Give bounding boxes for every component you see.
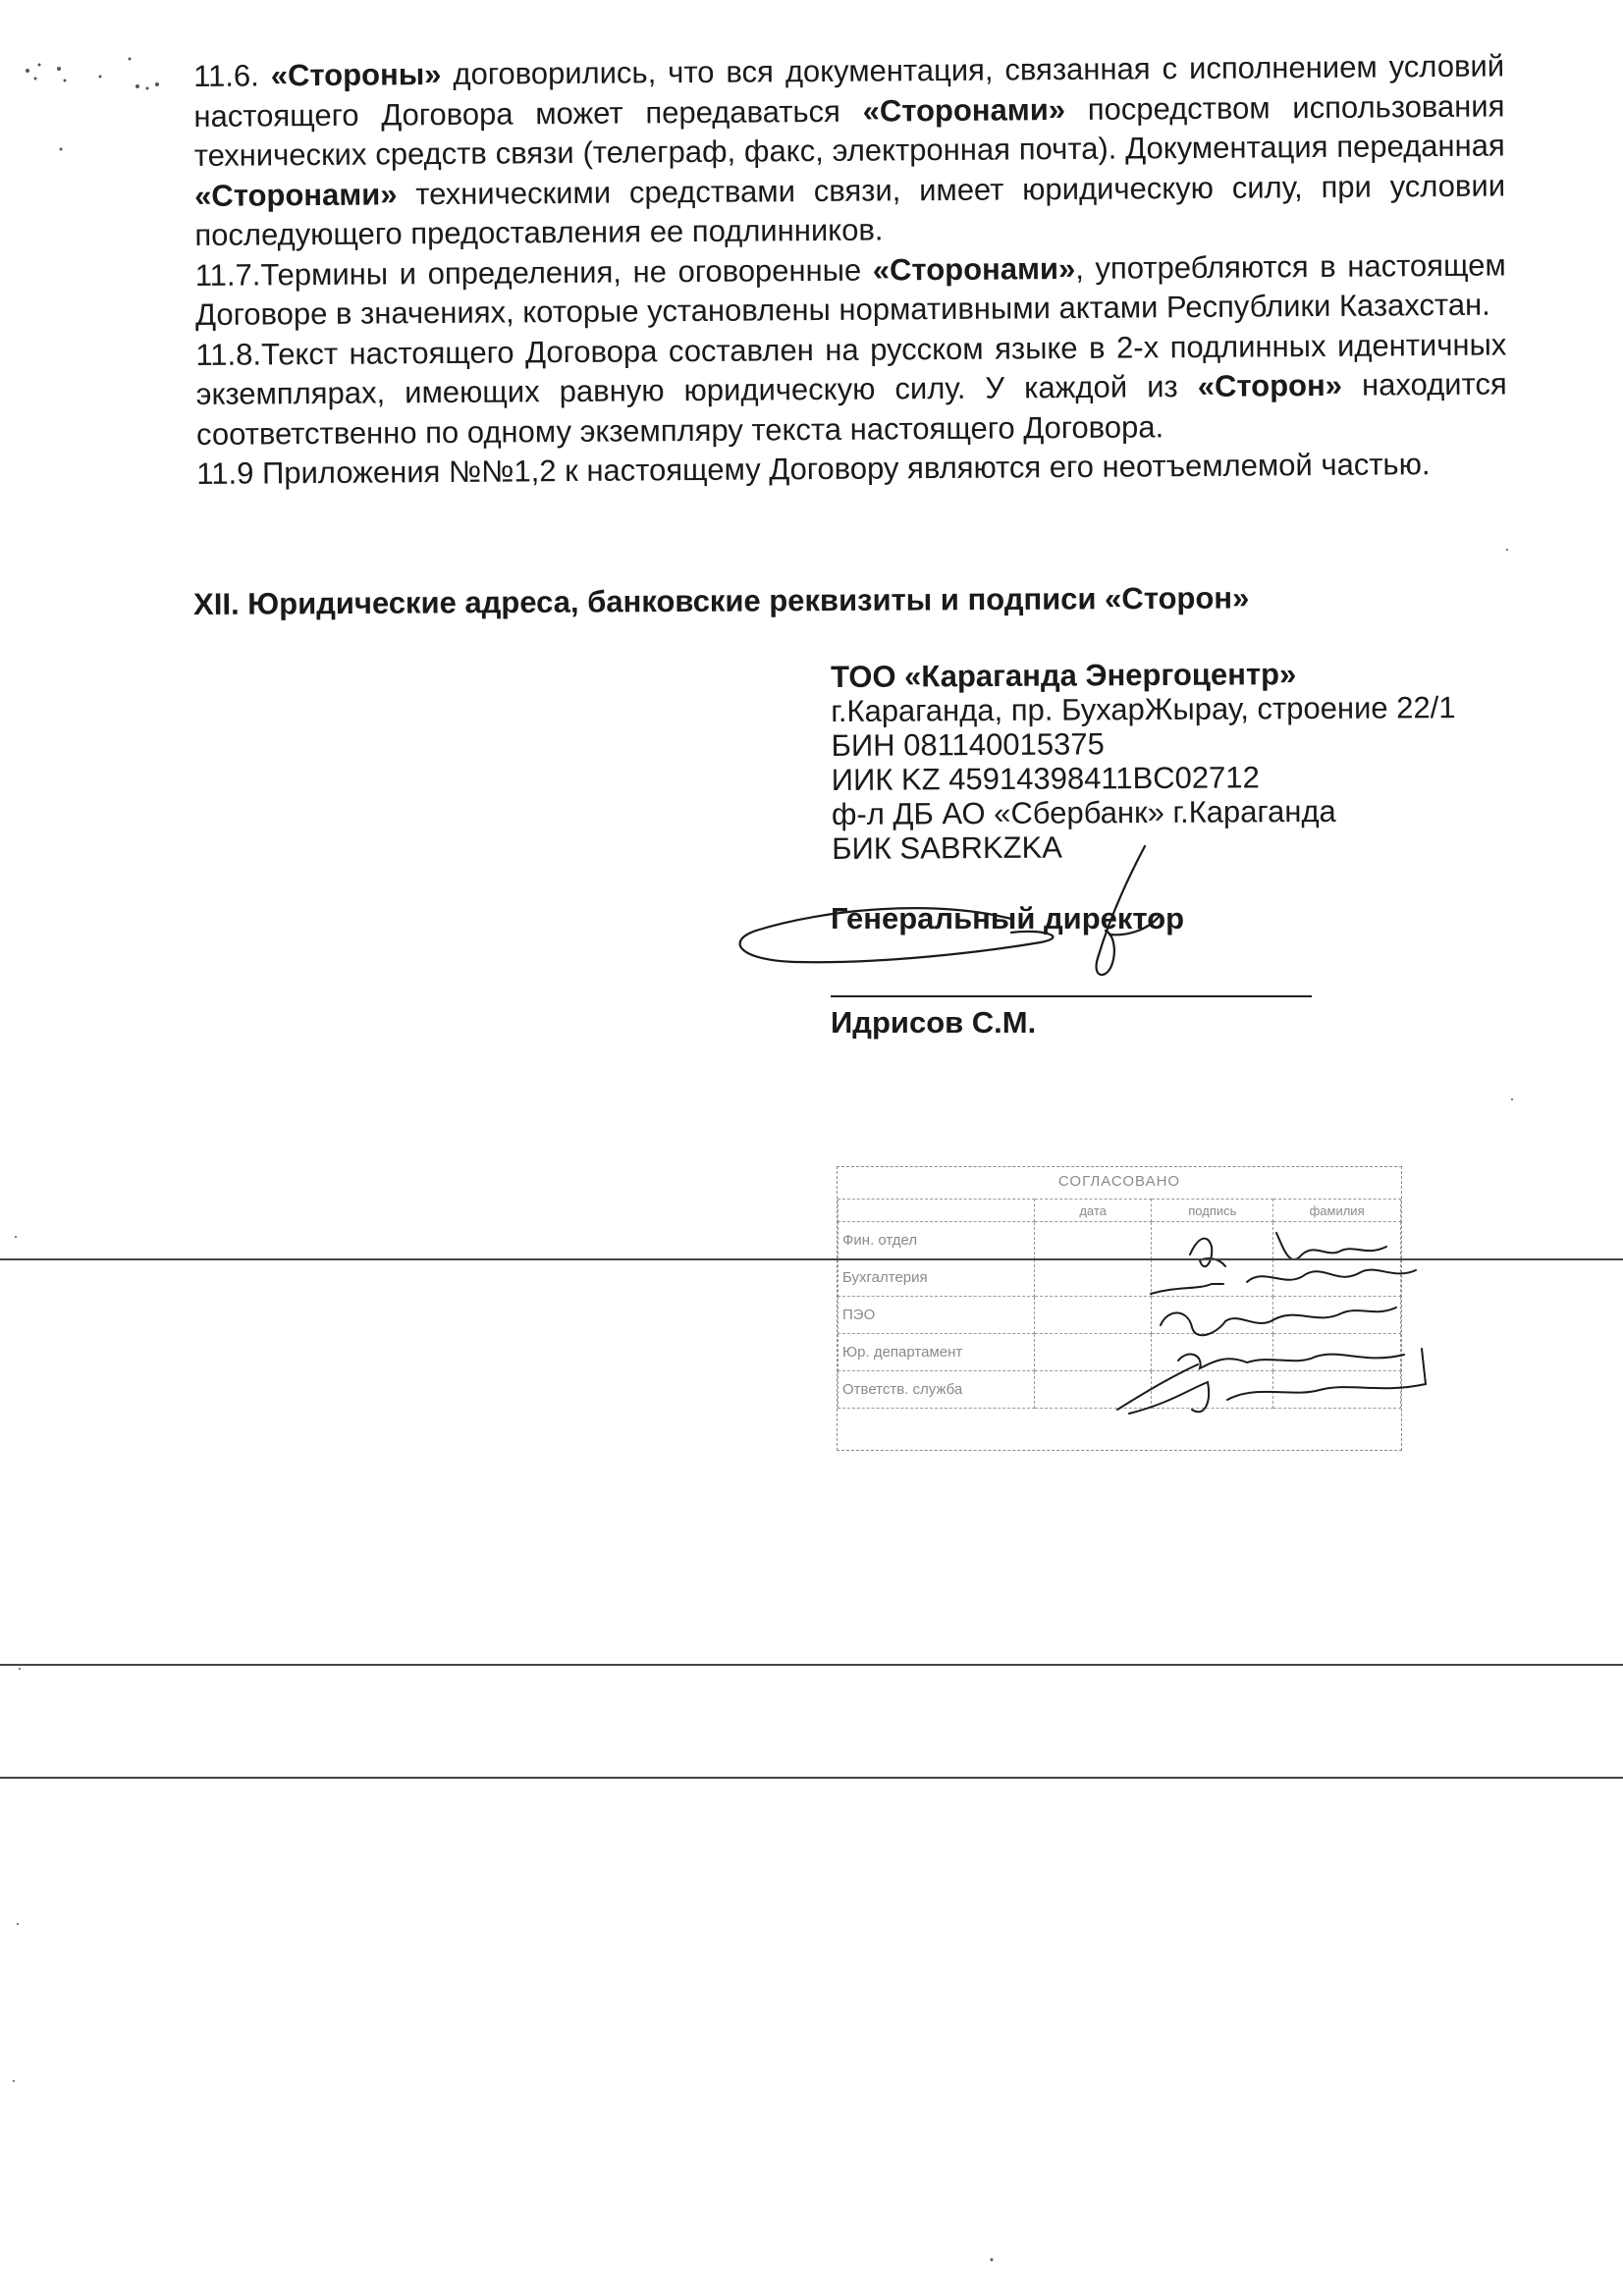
clause-number: 11.8. <box>195 336 262 372</box>
clause-text: техническими средствами связи, имеет юридическую силу, при условии последующего предоставления ее подлинников. <box>194 168 1506 252</box>
company-name: ТОО «Караганда Энергоцентр» <box>831 657 1297 694</box>
clauses-block <box>193 47 1507 495</box>
clause-text: посредством использования технических средств связи (телеграф, факс, электронная почта). Документация переданная <box>193 88 1505 173</box>
approval-department: Бухгалтерия <box>839 1259 1035 1297</box>
approval-header <box>839 1200 1035 1222</box>
clause-text: , употребляются в настоящем Договоре в значениях, которые установлены нормативными актами Республики Казахстан. <box>194 247 1506 332</box>
scan-line <box>0 1777 1623 1779</box>
clause-text: Приложения №№1,2 к настоящему Договору являются его неотъемлемой частью. <box>253 447 1431 491</box>
clause-text: Текст настоящего Договора составлен на русском языке в 2-х подлинных идентичных экземплярах, имеющих равную юридическую силу. У каждой из <box>195 327 1507 411</box>
approval-header: подпись <box>1152 1200 1273 1222</box>
clause-bold-term: «Стороны» <box>270 57 442 93</box>
approval-department: Фин. отдел <box>839 1222 1035 1259</box>
approval-department: Ответств. служба <box>839 1371 1035 1409</box>
approval-header: фамилия <box>1273 1200 1401 1222</box>
company-iik: ИИК KZ 45914398411BC02712 <box>831 760 1260 797</box>
clause-text: договорились, что вся документация, связанная с исполнением условий настоящего Договора может передаваться <box>193 48 1505 133</box>
clause-bold-term: «Сторон» <box>1197 367 1343 403</box>
clause-text <box>259 58 271 92</box>
signature-line <box>831 995 1312 997</box>
company-bin: БИН 081140015375 <box>831 726 1105 763</box>
director-name: Идрисов С.М. <box>831 1005 1037 1040</box>
approval-header: дата <box>1034 1200 1152 1222</box>
clause-bold-term: «Сторонами» <box>862 91 1066 129</box>
clause-number: 11.7. <box>194 256 261 293</box>
scan-line <box>0 1664 1623 1666</box>
section-title: XII. Юридические адреса, банковские реквизиты и подписи «Сторон» <box>193 580 1250 621</box>
approval-title: СОГЛАСОВАНО <box>1057 1173 1181 1190</box>
scan-line <box>0 1258 1623 1260</box>
clause-text: находится соответственно по одному экземпляру текста настоящего Договора. <box>195 366 1507 452</box>
director-position: Генеральный директор <box>831 901 1185 935</box>
party-requisites <box>831 656 1539 866</box>
clause-bold-term: «Сторонами» <box>193 176 398 213</box>
clause-number: 11.9 <box>196 455 254 491</box>
director-signature <box>717 840 1178 997</box>
clause-11-7 <box>195 245 1507 335</box>
clause-bold-term: «Сторонами» <box>872 250 1076 288</box>
approval-signatures <box>1109 1217 1434 1443</box>
company-bank: ф-л ДБ АО «Сбербанк» г.Караганда <box>831 793 1336 831</box>
clause-11-6 <box>193 47 1506 256</box>
company-address: г.Караганда, пр. БухарЖырау, строение 22/1 <box>831 690 1456 728</box>
clause-text: Термины и определения, не оговоренные <box>260 252 873 292</box>
approval-department: Юр. департамент <box>839 1334 1035 1371</box>
clause-11-8 <box>195 325 1507 454</box>
clause-number: 11.6. <box>193 58 259 93</box>
company-bik: БИК SABRKZKA <box>832 829 1062 866</box>
approval-department: ПЭО <box>839 1297 1035 1334</box>
